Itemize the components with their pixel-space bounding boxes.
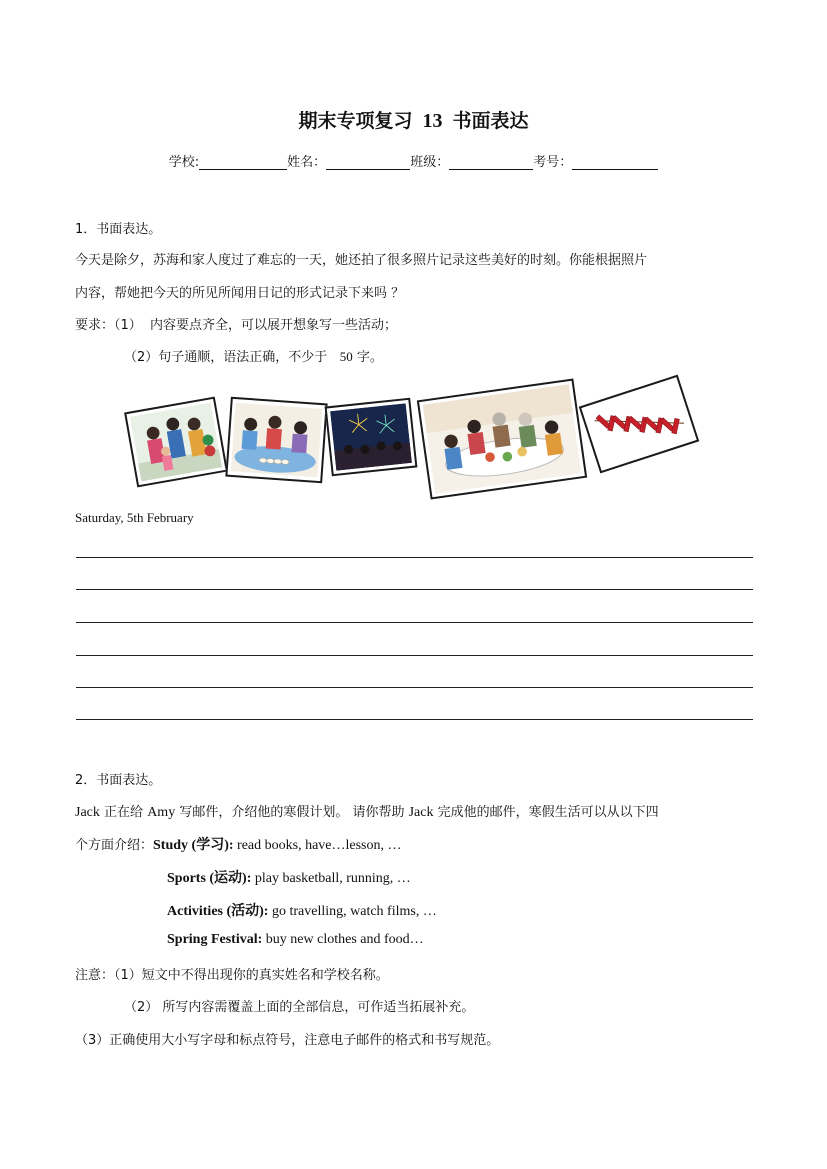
q2-prompt-line1: Jack 正在给 Amy 写邮件，介绍他的寒假计划。 请你帮助 Jack 完成他的邮件，寒假生活可以从以下四	[75, 805, 659, 820]
q2-topic-spring-festival: Spring Festival: buy new clothes and food…	[167, 932, 424, 947]
writing-line[interactable]	[76, 655, 753, 656]
writing-line[interactable]	[76, 589, 753, 590]
class-blank[interactable]	[449, 155, 533, 170]
q1-prompt-line2: 内容，帮她把今天的所见所闻用日记的形式记录下来吗 ？	[75, 286, 405, 301]
photo-firecrackers	[579, 375, 700, 474]
class-label: 班级：	[410, 155, 450, 170]
photo-making-dumplings	[225, 397, 327, 484]
school-blank[interactable]	[199, 155, 287, 170]
q2-heading: 2．书面表达。	[75, 773, 162, 788]
q1-prompt-line1: 今天是除夕，苏海和家人度过了难忘的一天，她还拍了很多照片记录这些美好的时刻。你能根据照片	[75, 253, 648, 268]
q2-topic-sports: Sports (运动): play basketball, running, …	[167, 871, 411, 886]
writing-line[interactable]	[76, 687, 753, 688]
family-dinner-illustration	[422, 384, 581, 494]
photo-family-shopping	[124, 397, 228, 488]
exam-label: 考号：	[533, 155, 573, 170]
writing-line[interactable]	[76, 622, 753, 623]
page-title: 期末专项复习 13 书面表达	[298, 110, 529, 132]
writing-line[interactable]	[76, 719, 753, 720]
student-info-line	[0, 151, 827, 170]
q2-topic-activities: Activities (活动): go travelling, watch films, …	[167, 904, 437, 919]
making-dumplings-illustration	[231, 402, 323, 478]
q2-note-2: （2） 所写内容需覆盖上面的全部信息，可作适当拓展补充。	[124, 1000, 475, 1015]
photo-fireworks	[325, 398, 418, 477]
fireworks-illustration	[330, 403, 412, 471]
q1-requirement-2: （2）句子通顺，语法正确，不少于 50 字。	[124, 349, 383, 365]
name-label: 姓名：	[287, 155, 327, 170]
q1-requirement-1: 要求：（1） 内容要点齐全，可以展开想象写一些活动；	[75, 318, 398, 333]
q2-note-3: （3）正确使用大小写字母和标点符号，注意电子邮件的格式和书写规范。	[75, 1033, 500, 1048]
exam-blank[interactable]	[572, 155, 658, 170]
school-label: 学校:	[168, 155, 200, 170]
q1-heading: 1．书面表达。	[75, 222, 162, 237]
q2-note-1: 注意：（1）短文中不得出现你的真实姓名和学校名称。	[75, 968, 389, 983]
name-blank[interactable]	[326, 155, 410, 170]
family-shopping-illustration	[130, 402, 222, 481]
writing-line[interactable]	[76, 557, 753, 558]
photo-family-dinner	[417, 378, 587, 499]
diary-date: Saturday, 5th February	[75, 510, 194, 525]
q2-topic-study: 个方面介绍：Study (学习): read books, have…lesson, …	[75, 838, 402, 853]
firecrackers-illustration	[585, 381, 693, 467]
